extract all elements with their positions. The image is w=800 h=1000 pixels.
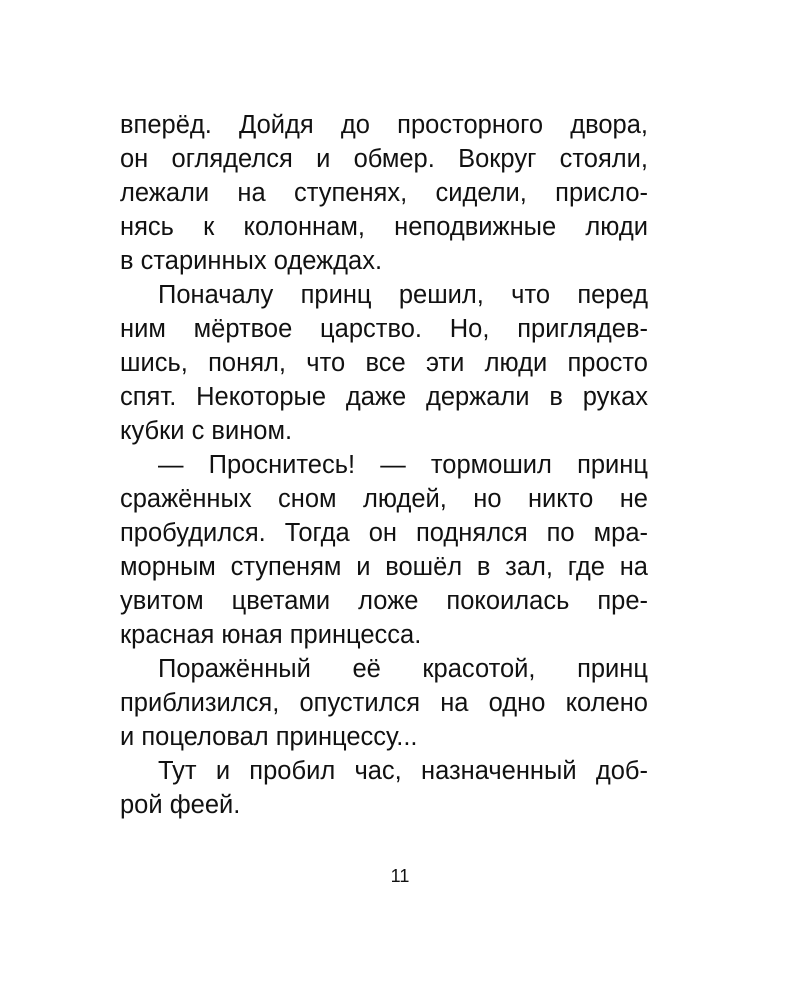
page-number: 11 bbox=[390, 866, 410, 886]
text-line: спят. Некоторые даже держали в руках bbox=[120, 383, 648, 411]
text-line: пробудился. Тогда он поднялся по мра- bbox=[120, 519, 648, 547]
text-line: вперёд. Дойдя до просторного двора, bbox=[120, 111, 648, 139]
text-line: увитом цветами ложе покоилась пре- bbox=[120, 587, 648, 615]
text-line: сражённых сном людей, но никто не bbox=[120, 485, 648, 513]
text-line: нясь к колоннам, неподвижные люди bbox=[120, 213, 648, 241]
text-line: Поначалу принц решил, что перед bbox=[158, 281, 648, 309]
paragraph-5 bbox=[120, 754, 648, 822]
text-line: рой феей. bbox=[120, 791, 241, 819]
paragraph-4 bbox=[120, 652, 648, 754]
text-line: он огляделся и обмер. Вокруг стояли, bbox=[120, 145, 648, 173]
text-line: шись, понял, что все эти люди просто bbox=[120, 349, 648, 377]
text-line: — Проснитесь! — тормошил принц bbox=[158, 451, 648, 479]
text-line: морным ступеням и вошёл в зал, где на bbox=[120, 553, 648, 581]
text-line: Поражённый её красотой, принц bbox=[158, 655, 648, 683]
text-line: Тут и пробил час, назначенный доб- bbox=[158, 757, 648, 785]
page-text bbox=[120, 108, 648, 822]
paragraph-2 bbox=[120, 278, 648, 448]
paragraph-3 bbox=[120, 448, 648, 652]
text-line: кубки с вином. bbox=[120, 417, 293, 445]
text-line: приблизился, опустился на одно колено bbox=[120, 689, 648, 717]
text-line: ним мёртвое царство. Но, приглядев- bbox=[120, 315, 648, 343]
text-line: красная юная принцесса. bbox=[120, 621, 422, 649]
text-line: в старинных одеждах. bbox=[120, 247, 383, 275]
paragraph-1 bbox=[120, 108, 648, 278]
text-line: лежали на ступенях, сидели, присло- bbox=[120, 179, 648, 207]
text-line: и поцеловал принцессу... bbox=[120, 723, 418, 751]
